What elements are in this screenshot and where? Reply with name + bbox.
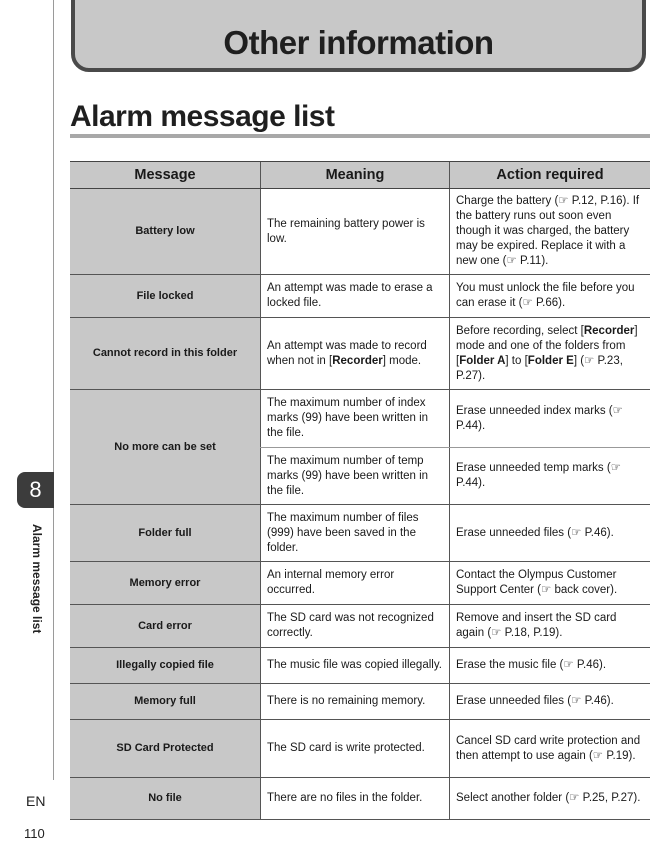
action-text: Before recording, select [ — [456, 324, 584, 337]
table-row — [70, 275, 650, 318]
column-header-message: Message — [70, 162, 261, 189]
chapter-tab: 8 — [17, 472, 54, 508]
table-row — [70, 648, 650, 684]
meaning-cell: There are no files in the folder. — [261, 778, 450, 820]
side-strip — [0, 0, 54, 841]
message-cell: Memory full — [70, 684, 261, 720]
table-row — [70, 720, 650, 778]
table-header-row — [70, 162, 650, 189]
table-row — [70, 778, 650, 820]
action-bold-text: Folder E — [527, 354, 574, 367]
message-cell: No file — [70, 778, 261, 820]
table-row — [70, 605, 650, 648]
action-cell: Erase the music file (☞ P.46). — [450, 648, 650, 684]
alarm-message-table — [70, 161, 650, 820]
message-cell: Illegally copied file — [70, 648, 261, 684]
table-row — [70, 189, 650, 275]
meaning-text: ] mode. — [382, 354, 422, 367]
message-cell: Battery low — [70, 189, 261, 275]
meaning-cell: The maximum number of temp marks (99) have been written in the file. — [261, 448, 450, 505]
section-title: Alarm message list — [70, 100, 335, 133]
action-cell: Erase unneeded files (☞ P.46). — [450, 505, 650, 562]
table-row — [70, 562, 650, 605]
meaning-cell: The SD card was not recognized correctly. — [261, 605, 450, 648]
action-cell: Erase unneeded files (☞ P.46). — [450, 684, 650, 720]
table-row — [70, 684, 650, 720]
action-bold-text: Recorder — [583, 324, 635, 337]
action-cell — [450, 318, 650, 390]
meaning-cell: The SD card is write protected. — [261, 720, 450, 778]
meaning-cell: An attempt was made to erase a locked file. — [261, 275, 450, 318]
action-cell: You must unlock the file before you can erase it (☞ P.66). — [450, 275, 650, 318]
action-text: ] mode and one of the folders from [ — [456, 324, 638, 367]
action-text: ] (☞ P.23, P.27). — [456, 354, 623, 382]
message-cell: No more can be set — [70, 390, 261, 505]
header-banner — [71, 0, 646, 72]
meaning-cell: The maximum number of index marks (99) have been written in the file. — [261, 390, 450, 448]
message-cell: Folder full — [70, 505, 261, 562]
action-cell: Contact the Olympus Customer Support Center (☞ back cover). — [450, 562, 650, 605]
action-text: ] to [ — [505, 354, 528, 367]
meaning-text: An attempt was made to record when not in [ — [267, 339, 427, 367]
meaning-cell — [261, 318, 450, 390]
page-title: Other information — [223, 24, 494, 61]
action-cell: Erase unneeded temp marks (☞ P.44). — [450, 448, 650, 505]
message-cell: File locked — [70, 275, 261, 318]
meaning-bold-text: Recorder — [332, 354, 383, 367]
meaning-cell: The maximum number of files (999) have been saved in the folder. — [261, 505, 450, 562]
action-cell: Cancel SD card write protection and then attempt to use again (☞ P.19). — [450, 720, 650, 778]
message-cell: Cannot record in this folder — [70, 318, 261, 390]
language-label: EN — [26, 793, 46, 809]
meaning-cell: The remaining battery power is low. — [261, 189, 450, 275]
meaning-cell: An internal memory error occurred. — [261, 562, 450, 605]
message-cell: Memory error — [70, 562, 261, 605]
message-cell: SD Card Protected — [70, 720, 261, 778]
meaning-cell: There is no remaining memory. — [261, 684, 450, 720]
action-cell: Erase unneeded index marks (☞ P.44). — [450, 390, 650, 448]
side-section-title: Alarm message list — [30, 524, 44, 634]
column-header-action: Action required — [450, 162, 650, 189]
side-divider — [53, 0, 54, 780]
action-bold-text: Folder A — [459, 354, 506, 367]
action-cell: Remove and insert the SD card again (☞ P.18, P.19). — [450, 605, 650, 648]
message-cell: Card error — [70, 605, 261, 648]
section-divider — [70, 134, 650, 138]
meaning-cell: The music file was copied illegally. — [261, 648, 450, 684]
action-cell: Select another folder (☞ P.25, P.27). — [450, 778, 650, 820]
action-cell: Charge the battery (☞ P.12, P.16). If the battery runs out soon even though it was charged, the battery may be expired. Replace it with a new one (☞ P.11). — [450, 189, 650, 275]
table-row — [70, 318, 650, 390]
table-row — [70, 390, 650, 448]
table-row — [70, 505, 650, 562]
page-number: 110 — [24, 826, 45, 841]
column-header-meaning: Meaning — [261, 162, 450, 189]
